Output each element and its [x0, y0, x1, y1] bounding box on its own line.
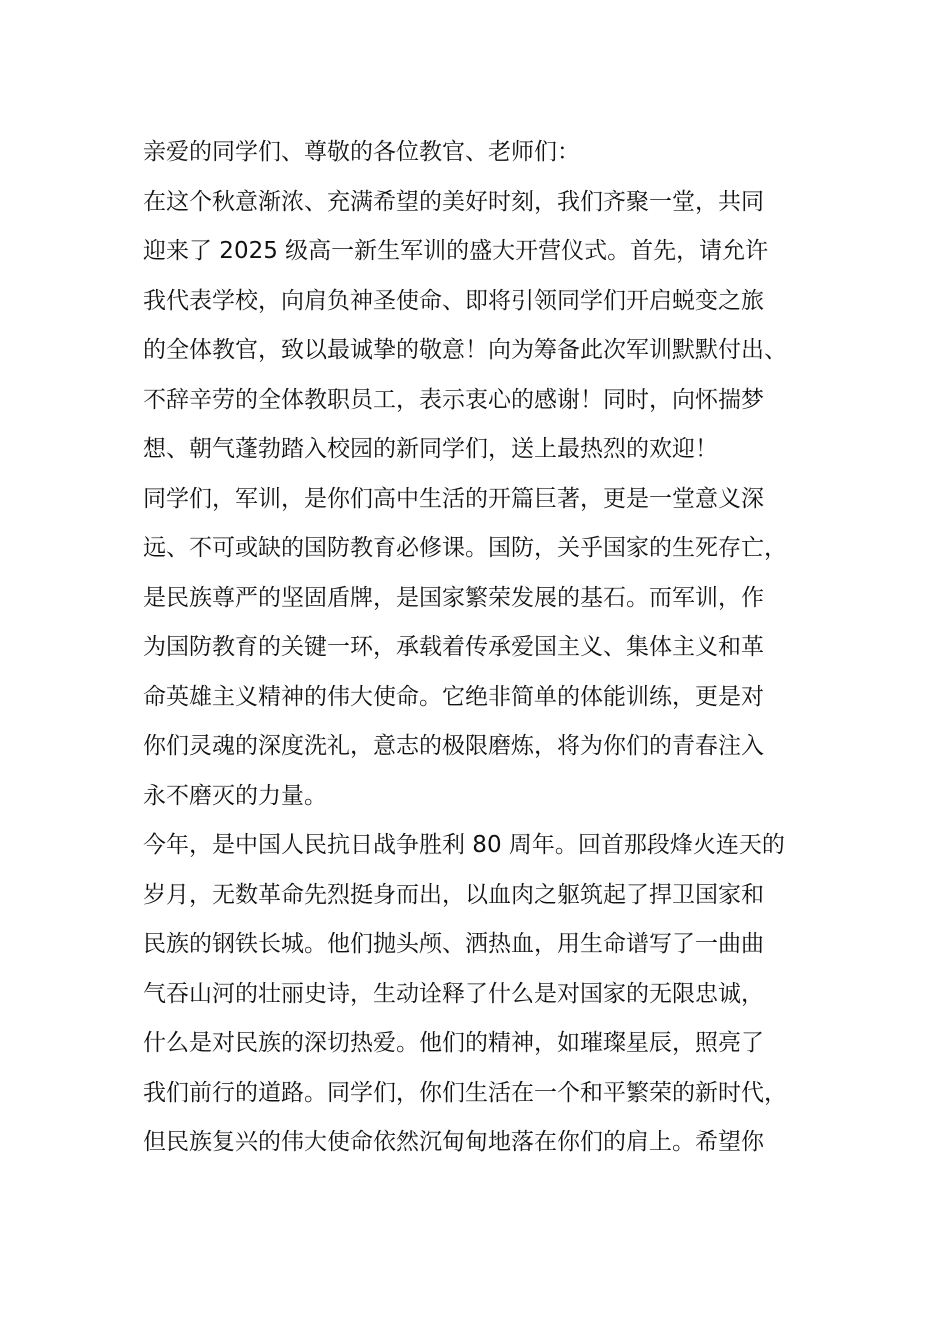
text-line: 什么是对民族的深切热爱。他们的精神，如璀璨星辰，照亮了 — [143, 1030, 764, 1056]
text-line: 远、不可或缺的国防教育必修课。国防，关乎国家的生死存亡， — [143, 535, 787, 561]
text-line: 的全体教官，致以最诚挚的敬意！向为筹备此次军训默默付出、 — [143, 337, 787, 363]
text-line: 民族的钢铁长城。他们抛头颅、洒热血，用生命谱写了一曲曲 — [143, 931, 764, 957]
text-line: 迎来了 2025 级高一新生军训的盛大开营仪式。首先，请允许 — [143, 238, 769, 264]
text-line: 不辞辛劳的全体教职员工，表示衷心的感谢！同时，向怀揣梦 — [143, 386, 764, 413]
text-line: 亲爱的同学们、尊敬的各位教官、老师们： — [143, 139, 580, 165]
text-line: 你们灵魂的深度洗礼，意志的极限磨炼，将为你们的青春注入 — [143, 733, 764, 759]
speech-text — [143, 128, 823, 1168]
text-line: 我代表学校，向肩负神圣使命、即将引领同学们开启蜕变之旅 — [143, 287, 764, 314]
text-line: 想、朝气蓬勃踏入校园的新同学们，送上最热烈的欢迎！ — [143, 436, 718, 462]
text-line: 气吞山河的壮丽史诗，生动诠释了什么是对国家的无限忠诚， — [143, 980, 764, 1007]
text-line: 我们前行的道路。同学们，你们生活在一个和平繁荣的新时代， — [143, 1079, 787, 1106]
text-line: 是民族尊严的坚固盾牌，是国家繁荣发展的基石。而军训，作 — [143, 584, 764, 611]
text-line: 永不磨灭的力量。 — [143, 782, 327, 809]
text-line: 为国防教育的关键一环，承载着传承爱国主义、集体主义和革 — [143, 634, 764, 660]
text-line: 但民族复兴的伟大使命依然沉甸甸地落在你们的肩上。希望你 — [143, 1129, 764, 1155]
text-line: 同学们，军训，是你们高中生活的开篇巨著，更是一堂意义深 — [143, 485, 764, 512]
text-line: 在这个秋意渐浓、充满希望的美好时刻，我们齐聚一堂，共同 — [143, 188, 764, 215]
text-line: 今年，是中国人民抗日战争胜利 80 周年。回首那段烽火连天的 — [143, 832, 785, 858]
text-line: 岁月，无数革命先烈挺身而出，以血肉之躯筑起了捍卫国家和 — [143, 881, 764, 908]
text-line: 命英雄主义精神的伟大使命。它绝非简单的体能训练，更是对 — [143, 683, 764, 710]
